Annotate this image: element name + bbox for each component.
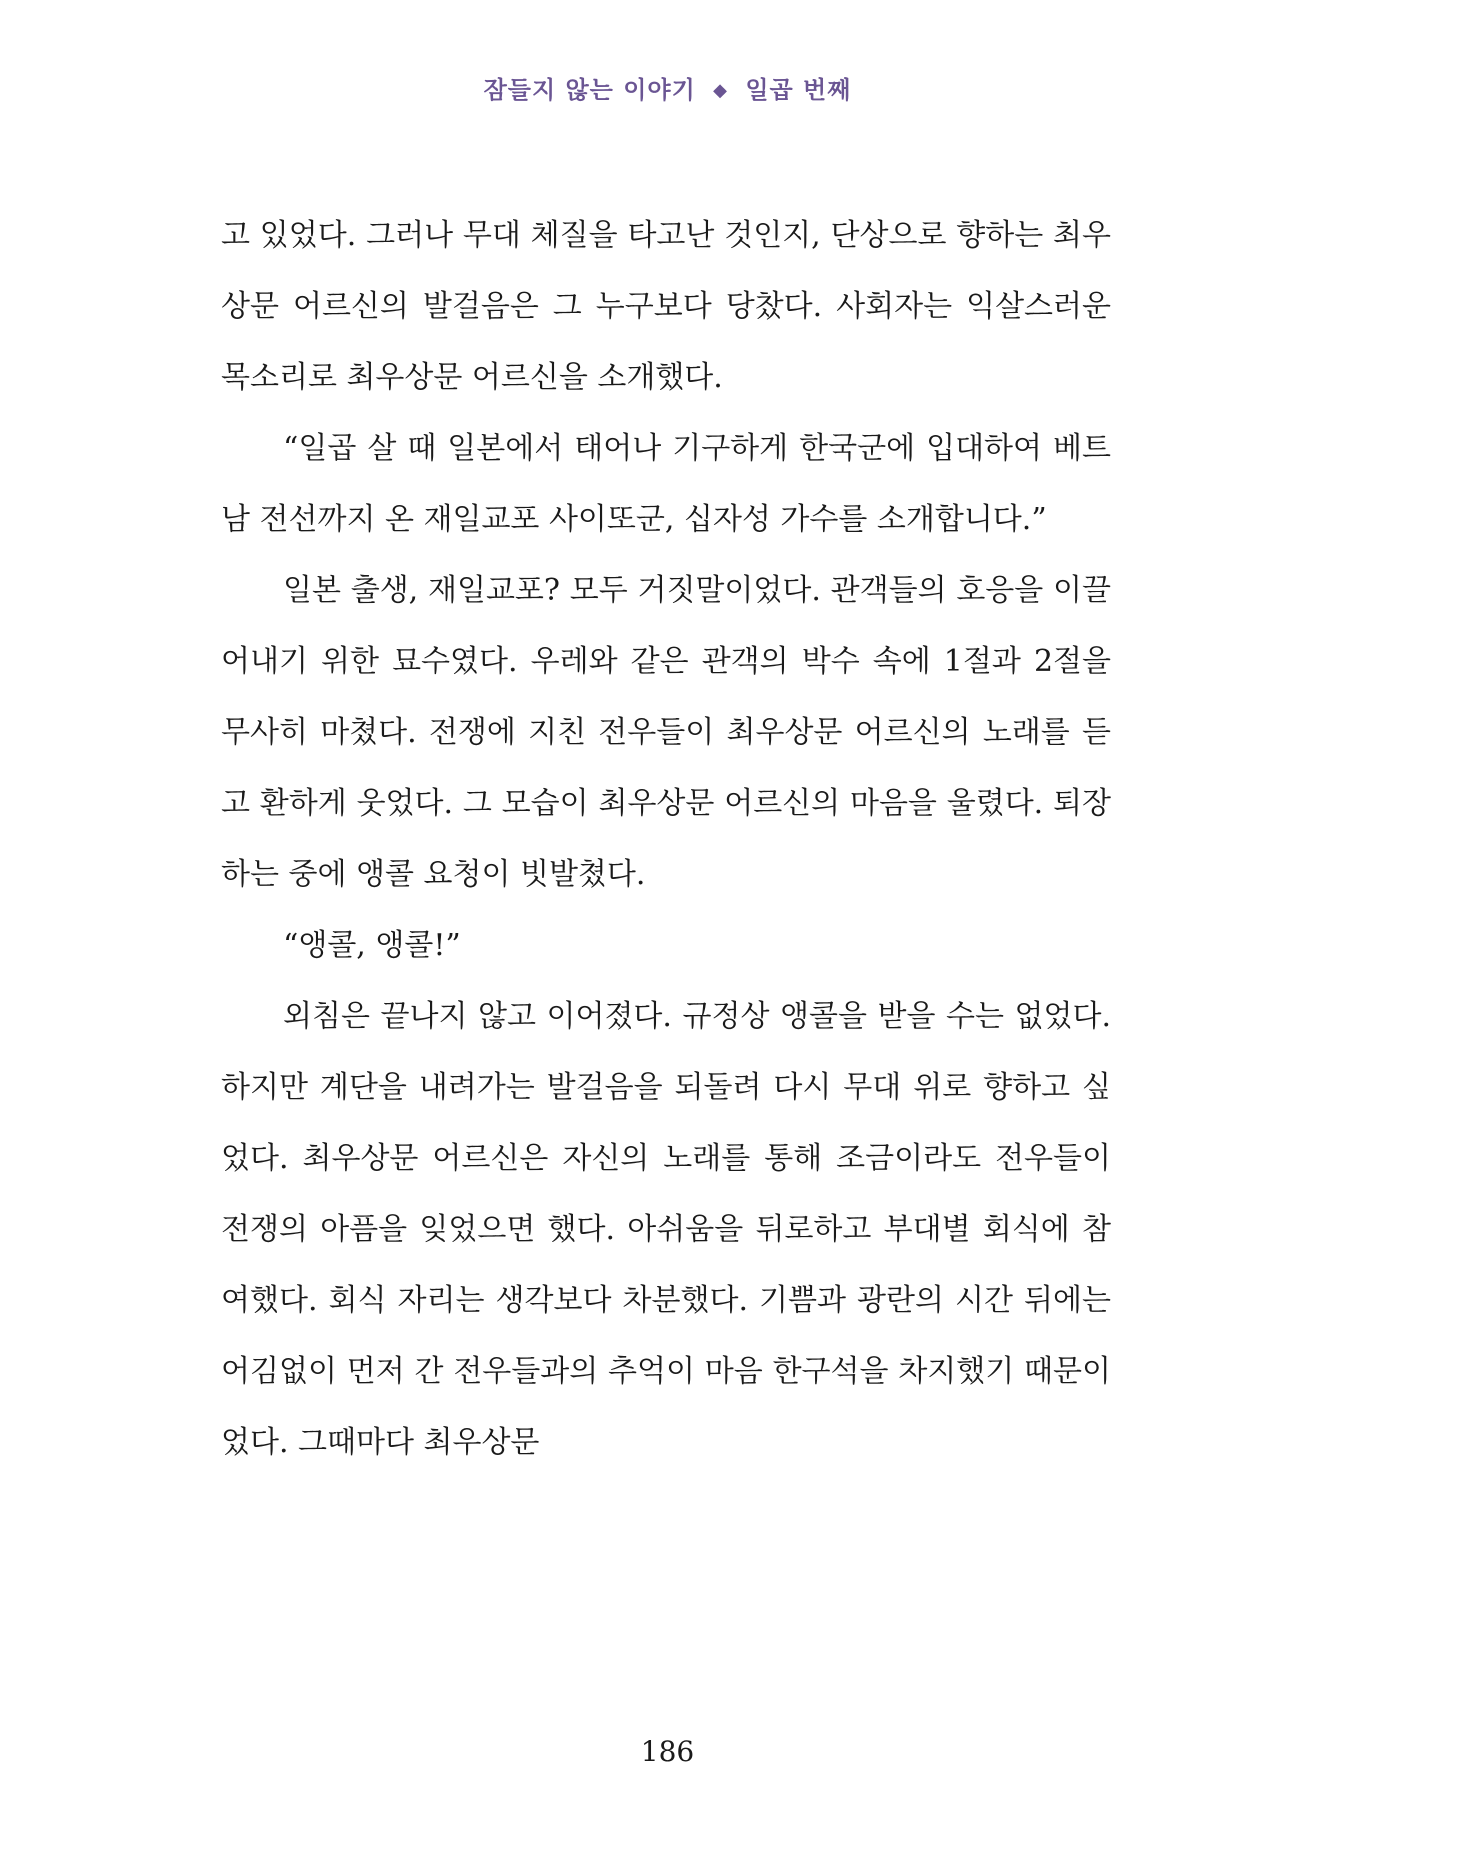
diamond-separator-icon: ◆ [713,80,728,101]
paragraph: 외침은 끝나지 않고 이어졌다. 규정상 앵콜을 받을 수는 없었다. 하지만 계단을 내려가는 발걸음을 되돌려 다시 무대 위로 향하고 싶었다. 최우상문 어르신은 자신의 노래를 통해 조금이라도 전우들이 전쟁의 아픔을 잊었으면 했다. 아쉬움을 뒤로하고 부대별 회식에 참여했다. 회식 자리는 생각보다 차분했다. 기쁨과 광란의 시간 뒤에는 어김없이 먼저 간 전우들과의 추억이 마음 한구석을 차지했기 때문이었다. 그때마다 최우상문 [221,999,1111,1460]
paragraph: “일곱 살 때 일본에서 태어나 기구하게 한국군에 입대하여 베트남 전선까지 온 재일교포 사이또군, 십자성 가수를 소개합니다.” [221,431,1111,537]
paragraph: “앵콜, 앵콜!” [283,928,461,963]
page-number: 186 [640,1735,695,1768]
book-title: 잠들지 않는 이야기 [483,76,696,104]
chapter-title: 일곱 번째 [745,76,852,104]
paragraph: 일본 출생, 재일교포? 모두 거짓말이었다. 관객들의 호응을 이끌어내기 위한 묘수였다. 우레와 같은 관객의 박수 속에 1절과 2절을 무사히 마쳤다. 전쟁에 지친 전우들이 최우상문 어르신의 노래를 듣고 환하게 웃었다. 그 모습이 최우상문 어르신의 마음을 울렸다. 퇴장하는 중에 앵콜 요청이 빗발쳤다. [221,573,1111,892]
paragraph: 고 있었다. 그러나 무대 체질을 타고난 것인지, 단상으로 향하는 최우상문 어르신의 발걸음은 그 누구보다 당찼다. 사회자는 익살스러운 목소리로 최우상문 어르신을 소개했다. [221,218,1111,395]
body-text [221,200,1111,1478]
running-header [0,70,1335,105]
